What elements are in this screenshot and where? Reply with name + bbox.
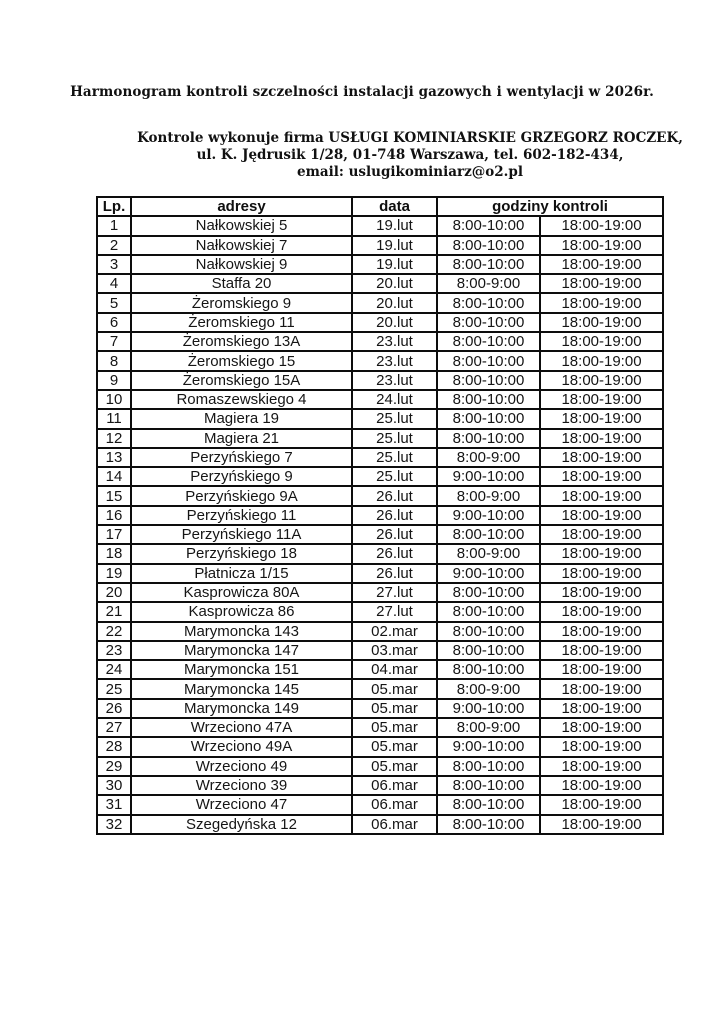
cell-evening-hours: 18:00-19:00	[540, 332, 663, 351]
cell-address: Kasprowicza 86	[131, 602, 352, 621]
cell-evening-hours: 18:00-19:00	[540, 641, 663, 660]
cell-morning-hours: 9:00-10:00	[437, 564, 540, 583]
cell-morning-hours: 9:00-10:00	[437, 506, 540, 525]
cell-evening-hours: 18:00-19:00	[540, 757, 663, 776]
cell-address: Żeromskiego 11	[131, 313, 352, 332]
cell-address: Perzyńskiego 11	[131, 506, 352, 525]
cell-evening-hours: 18:00-19:00	[540, 236, 663, 255]
cell-lp: 24	[97, 660, 131, 679]
cell-lp: 32	[97, 815, 131, 834]
cell-date: 26.lut	[352, 506, 437, 525]
cell-date: 19.lut	[352, 236, 437, 255]
cell-date: 23.lut	[352, 332, 437, 351]
table-row	[97, 236, 663, 255]
cell-address: Perzyńskiego 11A	[131, 525, 352, 544]
cell-date: 05.mar	[352, 757, 437, 776]
cell-lp: 29	[97, 757, 131, 776]
cell-morning-hours: 8:00-10:00	[437, 351, 540, 370]
cell-address: Magiera 19	[131, 409, 352, 428]
cell-date: 26.lut	[352, 544, 437, 563]
cell-evening-hours: 18:00-19:00	[540, 390, 663, 409]
cell-address: Żeromskiego 15	[131, 351, 352, 370]
cell-morning-hours: 8:00-9:00	[437, 544, 540, 563]
cell-date: 06.mar	[352, 776, 437, 795]
cell-morning-hours: 8:00-9:00	[437, 486, 540, 505]
cell-date: 19.lut	[352, 216, 437, 235]
cell-lp: 6	[97, 313, 131, 332]
cell-evening-hours: 18:00-19:00	[540, 216, 663, 235]
cell-date: 05.mar	[352, 737, 437, 756]
cell-morning-hours: 9:00-10:00	[437, 699, 540, 718]
table-row	[97, 564, 663, 583]
cell-lp: 11	[97, 409, 131, 428]
cell-evening-hours: 18:00-19:00	[540, 506, 663, 525]
table-row	[97, 351, 663, 370]
cell-address: Żeromskiego 9	[131, 293, 352, 312]
cell-date: 05.mar	[352, 699, 437, 718]
table-row	[97, 776, 663, 795]
header-lp: Lp.	[97, 197, 131, 216]
cell-morning-hours: 8:00-10:00	[437, 660, 540, 679]
company-info	[96, 130, 724, 181]
cell-evening-hours: 18:00-19:00	[540, 313, 663, 332]
cell-lp: 15	[97, 486, 131, 505]
table-row	[97, 718, 663, 737]
cell-evening-hours: 18:00-19:00	[540, 699, 663, 718]
table-row	[97, 429, 663, 448]
cell-evening-hours: 18:00-19:00	[540, 602, 663, 621]
cell-date: 26.lut	[352, 486, 437, 505]
header-hours: godziny kontroli	[437, 197, 663, 216]
header-date: data	[352, 197, 437, 216]
table-row	[97, 486, 663, 505]
cell-date: 04.mar	[352, 660, 437, 679]
cell-date: 26.lut	[352, 525, 437, 544]
cell-date: 25.lut	[352, 409, 437, 428]
cell-morning-hours: 8:00-10:00	[437, 429, 540, 448]
cell-address: Perzyńskiego 18	[131, 544, 352, 563]
cell-lp: 28	[97, 737, 131, 756]
table-row	[97, 506, 663, 525]
cell-date: 20.lut	[352, 274, 437, 293]
cell-morning-hours: 8:00-9:00	[437, 679, 540, 698]
table-row	[97, 467, 663, 486]
cell-address: Marymoncka 143	[131, 622, 352, 641]
cell-lp: 16	[97, 506, 131, 525]
table-row	[97, 409, 663, 428]
cell-date: 06.mar	[352, 795, 437, 814]
table-row	[97, 737, 663, 756]
cell-date: 25.lut	[352, 429, 437, 448]
table-row	[97, 293, 663, 312]
cell-lp: 21	[97, 602, 131, 621]
table-row	[97, 757, 663, 776]
cell-evening-hours: 18:00-19:00	[540, 583, 663, 602]
table-row	[97, 255, 663, 274]
cell-date: 25.lut	[352, 467, 437, 486]
cell-morning-hours: 8:00-10:00	[437, 757, 540, 776]
cell-address: Nałkowskiej 9	[131, 255, 352, 274]
table-row	[97, 216, 663, 235]
cell-date: 20.lut	[352, 293, 437, 312]
cell-lp: 3	[97, 255, 131, 274]
cell-morning-hours: 8:00-10:00	[437, 236, 540, 255]
company-info-line2: ul. K. Jędrusik 1/28, 01-748 Warszawa, tel. 602-182-434,	[196, 147, 624, 163]
cell-date: 02.mar	[352, 622, 437, 641]
cell-lp: 20	[97, 583, 131, 602]
cell-evening-hours: 18:00-19:00	[540, 679, 663, 698]
cell-date: 23.lut	[352, 351, 437, 370]
cell-address: Szegedyńska 12	[131, 815, 352, 834]
table-row	[97, 583, 663, 602]
cell-lp: 23	[97, 641, 131, 660]
table-row	[97, 641, 663, 660]
cell-evening-hours: 18:00-19:00	[540, 795, 663, 814]
cell-address: Wrzeciono 39	[131, 776, 352, 795]
cell-lp: 13	[97, 448, 131, 467]
cell-lp: 18	[97, 544, 131, 563]
table-row	[97, 699, 663, 718]
cell-lp: 12	[97, 429, 131, 448]
cell-lp: 31	[97, 795, 131, 814]
cell-morning-hours: 8:00-10:00	[437, 409, 540, 428]
table-row	[97, 622, 663, 641]
cell-evening-hours: 18:00-19:00	[540, 255, 663, 274]
cell-lp: 5	[97, 293, 131, 312]
cell-address: Wrzeciono 49	[131, 757, 352, 776]
cell-morning-hours: 8:00-10:00	[437, 293, 540, 312]
cell-morning-hours: 8:00-10:00	[437, 390, 540, 409]
cell-evening-hours: 18:00-19:00	[540, 718, 663, 737]
table-row	[97, 274, 663, 293]
cell-date: 25.lut	[352, 448, 437, 467]
table-row	[97, 795, 663, 814]
cell-evening-hours: 18:00-19:00	[540, 776, 663, 795]
cell-address: Żeromskiego 13A	[131, 332, 352, 351]
cell-evening-hours: 18:00-19:00	[540, 622, 663, 641]
schedule-table	[96, 196, 664, 835]
cell-date: 27.lut	[352, 583, 437, 602]
cell-lp: 1	[97, 216, 131, 235]
cell-address: Perzyńskiego 9	[131, 467, 352, 486]
cell-morning-hours: 8:00-10:00	[437, 313, 540, 332]
cell-evening-hours: 18:00-19:00	[540, 815, 663, 834]
cell-morning-hours: 8:00-10:00	[437, 216, 540, 235]
cell-morning-hours: 8:00-10:00	[437, 371, 540, 390]
company-info-line3: email: uslugikominiarz@o2.pl	[297, 164, 523, 180]
table-row	[97, 525, 663, 544]
cell-morning-hours: 8:00-10:00	[437, 602, 540, 621]
cell-lp: 27	[97, 718, 131, 737]
cell-address: Płatnicza 1/15	[131, 564, 352, 583]
cell-lp: 17	[97, 525, 131, 544]
cell-date: 19.lut	[352, 255, 437, 274]
cell-evening-hours: 18:00-19:00	[540, 737, 663, 756]
cell-lp: 2	[97, 236, 131, 255]
document-title: Harmonogram kontroli szczelności instalacji gazowych i wentylacji w 2026r.	[70, 84, 654, 100]
table-row	[97, 815, 663, 834]
cell-address: Marymoncka 147	[131, 641, 352, 660]
cell-evening-hours: 18:00-19:00	[540, 274, 663, 293]
table-row	[97, 313, 663, 332]
cell-date: 27.lut	[352, 602, 437, 621]
cell-evening-hours: 18:00-19:00	[540, 660, 663, 679]
cell-morning-hours: 8:00-10:00	[437, 525, 540, 544]
cell-date: 26.lut	[352, 564, 437, 583]
cell-address: Marymoncka 145	[131, 679, 352, 698]
table-row	[97, 332, 663, 351]
cell-address: Kasprowicza 80A	[131, 583, 352, 602]
cell-date: 06.mar	[352, 815, 437, 834]
cell-lp: 19	[97, 564, 131, 583]
cell-lp: 8	[97, 351, 131, 370]
table-row	[97, 448, 663, 467]
cell-evening-hours: 18:00-19:00	[540, 351, 663, 370]
cell-address: Nałkowskiej 5	[131, 216, 352, 235]
cell-date: 24.lut	[352, 390, 437, 409]
table-row	[97, 390, 663, 409]
cell-morning-hours: 8:00-9:00	[437, 718, 540, 737]
cell-morning-hours: 8:00-10:00	[437, 776, 540, 795]
cell-evening-hours: 18:00-19:00	[540, 486, 663, 505]
cell-morning-hours: 8:00-10:00	[437, 622, 540, 641]
table-row	[97, 544, 663, 563]
header-address: adresy	[131, 197, 352, 216]
cell-lp: 4	[97, 274, 131, 293]
cell-date: 20.lut	[352, 313, 437, 332]
schedule-table-body	[97, 216, 663, 834]
cell-morning-hours: 8:00-10:00	[437, 332, 540, 351]
cell-date: 05.mar	[352, 679, 437, 698]
company-info-line1: Kontrole wykonuje firma USŁUGI KOMINIARSKIE GRZEGORZ ROCZEK,	[137, 130, 683, 146]
cell-address: Romaszewskiego 4	[131, 390, 352, 409]
cell-morning-hours: 8:00-10:00	[437, 795, 540, 814]
cell-address: Marymoncka 151	[131, 660, 352, 679]
cell-lp: 25	[97, 679, 131, 698]
cell-date: 23.lut	[352, 371, 437, 390]
cell-evening-hours: 18:00-19:00	[540, 564, 663, 583]
cell-address: Magiera 21	[131, 429, 352, 448]
cell-evening-hours: 18:00-19:00	[540, 409, 663, 428]
cell-lp: 10	[97, 390, 131, 409]
cell-morning-hours: 8:00-10:00	[437, 255, 540, 274]
cell-date: 03.mar	[352, 641, 437, 660]
cell-evening-hours: 18:00-19:00	[540, 525, 663, 544]
cell-address: Perzyńskiego 7	[131, 448, 352, 467]
cell-address: Perzyńskiego 9A	[131, 486, 352, 505]
cell-evening-hours: 18:00-19:00	[540, 448, 663, 467]
cell-morning-hours: 8:00-10:00	[437, 583, 540, 602]
cell-lp: 22	[97, 622, 131, 641]
cell-morning-hours: 8:00-10:00	[437, 641, 540, 660]
table-header-row	[97, 197, 663, 216]
cell-lp: 26	[97, 699, 131, 718]
cell-morning-hours: 9:00-10:00	[437, 737, 540, 756]
cell-evening-hours: 18:00-19:00	[540, 544, 663, 563]
cell-address: Wrzeciono 47	[131, 795, 352, 814]
cell-address: Marymoncka 149	[131, 699, 352, 718]
cell-address: Staffa 20	[131, 274, 352, 293]
table-row	[97, 602, 663, 621]
cell-lp: 9	[97, 371, 131, 390]
cell-address: Wrzeciono 49A	[131, 737, 352, 756]
cell-evening-hours: 18:00-19:00	[540, 467, 663, 486]
cell-lp: 7	[97, 332, 131, 351]
table-row	[97, 660, 663, 679]
cell-lp: 14	[97, 467, 131, 486]
cell-morning-hours: 8:00-10:00	[437, 815, 540, 834]
cell-lp: 30	[97, 776, 131, 795]
cell-evening-hours: 18:00-19:00	[540, 371, 663, 390]
cell-morning-hours: 8:00-9:00	[437, 448, 540, 467]
cell-address: Nałkowskiej 7	[131, 236, 352, 255]
cell-evening-hours: 18:00-19:00	[540, 429, 663, 448]
table-row	[97, 679, 663, 698]
cell-morning-hours: 8:00-9:00	[437, 274, 540, 293]
cell-evening-hours: 18:00-19:00	[540, 293, 663, 312]
cell-date: 05.mar	[352, 718, 437, 737]
cell-address: Żeromskiego 15A	[131, 371, 352, 390]
table-row	[97, 371, 663, 390]
cell-address: Wrzeciono 47A	[131, 718, 352, 737]
cell-morning-hours: 9:00-10:00	[437, 467, 540, 486]
